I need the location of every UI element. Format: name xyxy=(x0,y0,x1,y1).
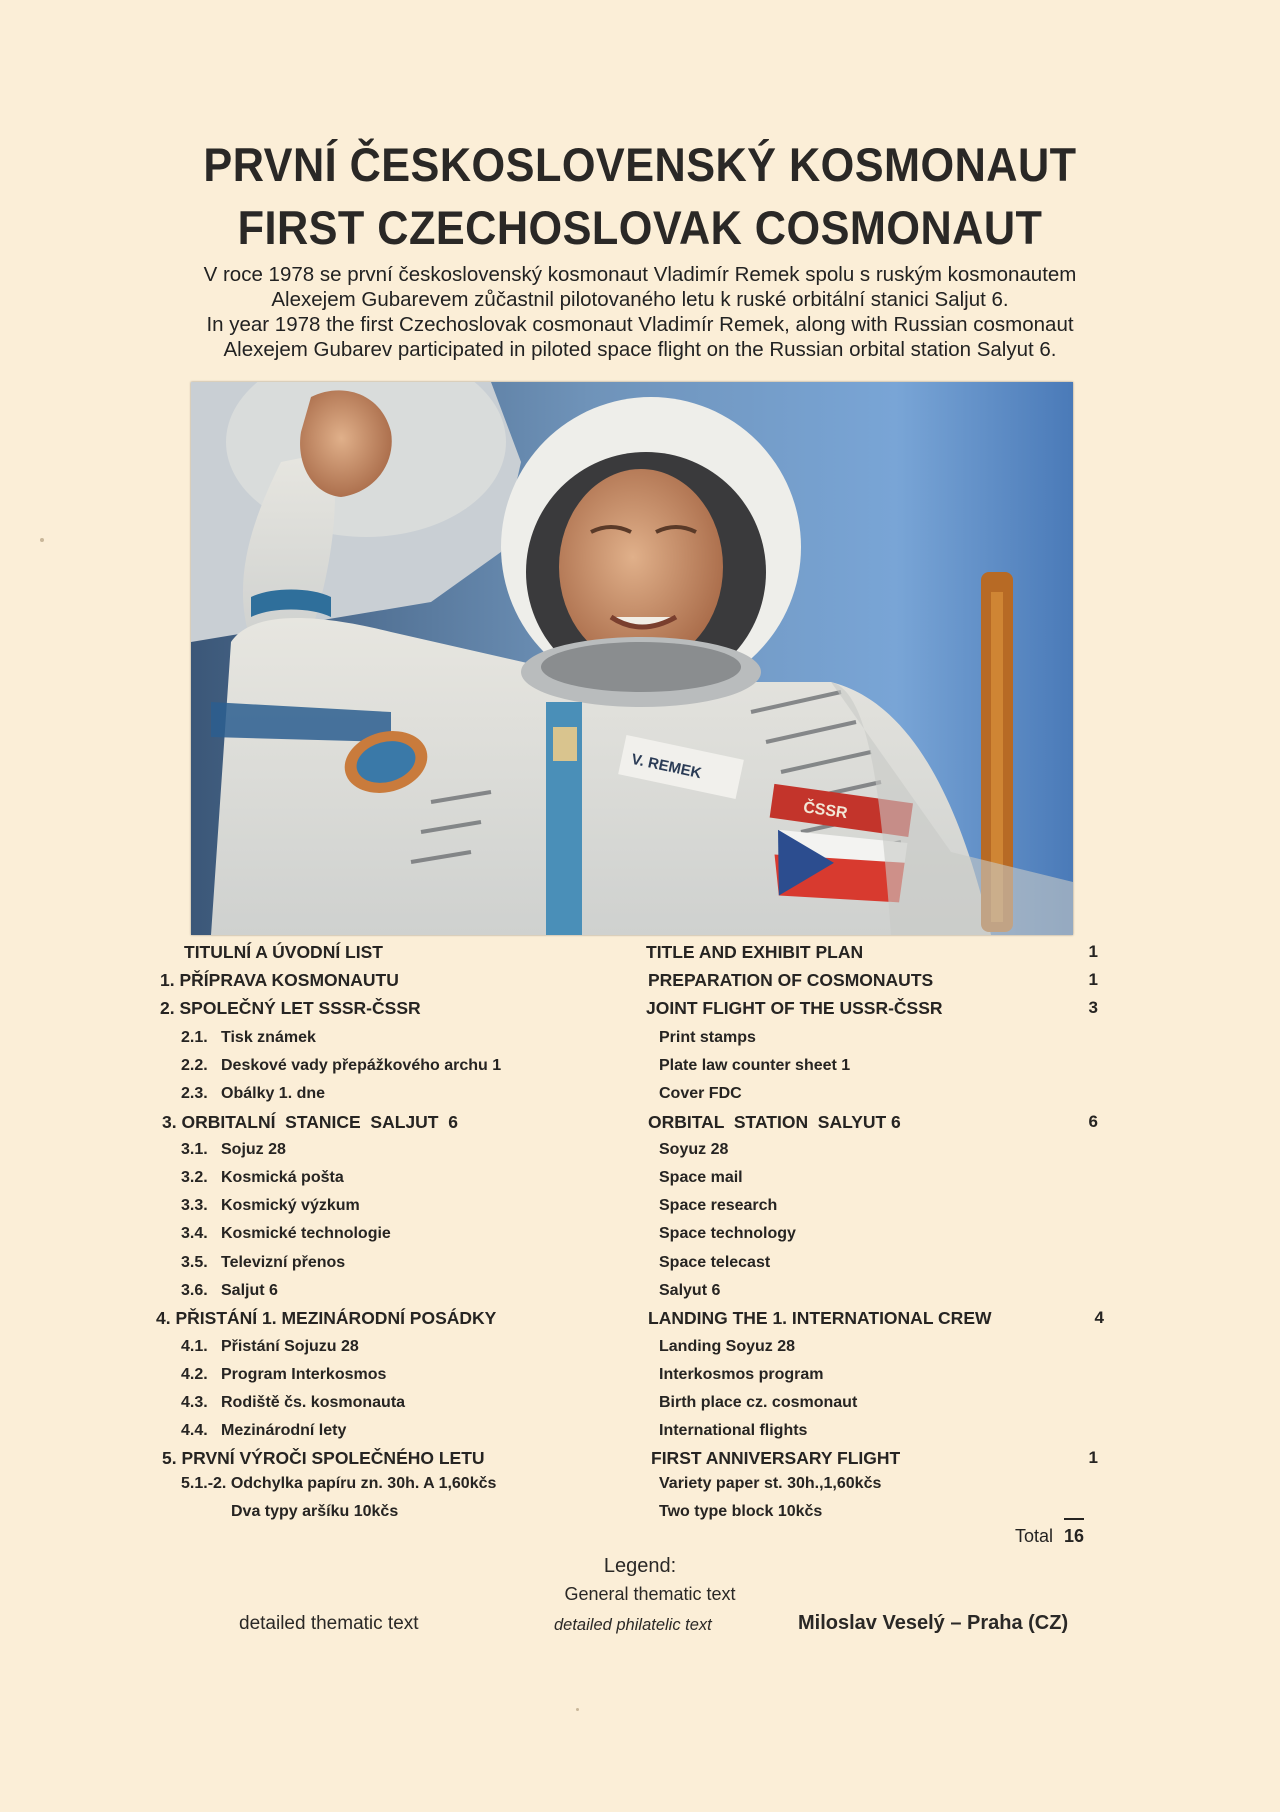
plan-row-cz xyxy=(181,1029,316,1047)
plan-row-cz-text: Televizní přenos xyxy=(221,1254,346,1271)
plan-row-cz xyxy=(181,1282,278,1300)
plan-row-en: Space research xyxy=(659,1197,778,1214)
plan-row-number: 4. xyxy=(156,1308,171,1328)
plan-row-en: PREPARATION OF COSMONAUTS xyxy=(648,970,934,990)
plan-row-cz-text: ORBITALNÍ STANICE SALJUT 6 xyxy=(181,1112,458,1132)
plan-row-en: Interkosmos program xyxy=(659,1366,824,1383)
plan-row-cz xyxy=(156,1308,496,1329)
plan-row-pages: 1 xyxy=(1088,970,1098,989)
plan-row-en: Space telecast xyxy=(659,1254,771,1271)
plan-row-cz xyxy=(181,1169,344,1187)
intro-line-2: Alexejem Gubarevem zůčastnil pilotovaného letu k ruské orbitální stanici Saljut 6. xyxy=(271,288,1009,311)
plan-row-number: 1. xyxy=(160,970,175,990)
plan-row-en: Two type block 10kčs xyxy=(659,1503,823,1520)
plan-row-cz xyxy=(160,970,399,991)
plan-row-number: 4.2. xyxy=(181,1366,208,1383)
plan-row-en: Print stamps xyxy=(659,1029,756,1046)
plan-row-cz xyxy=(181,1085,325,1103)
plan-row-en: ORBITAL STATION SALYUT 6 xyxy=(648,1112,901,1132)
plan-row-cz-text: Saljut 6 xyxy=(221,1282,278,1299)
plan-row-cz-text: Přistání Sojuzu 28 xyxy=(221,1338,359,1355)
plan-row-pages: 4 xyxy=(1094,1308,1104,1327)
plan-row-cz-text: Odchylka papíru zn. 30h. A 1,60kčs xyxy=(230,1475,497,1492)
plan-row-cz-text: Kosmické technologie xyxy=(221,1225,391,1242)
plan-row-en: Soyuz 28 xyxy=(659,1141,729,1158)
plan-row-cz-text: PRVNÍ VÝROČI SPOLEČNÉHO LETU xyxy=(181,1448,485,1468)
title-czech: PRVNÍ ČESKOSLOVENSKÝ KOSMONAUT xyxy=(203,138,1077,191)
plan-row-number: 3.3. xyxy=(181,1197,208,1214)
plan-row-pages: 1 xyxy=(1088,942,1098,961)
plan-row-number: 4.1. xyxy=(181,1338,208,1355)
paper-speck xyxy=(40,538,44,542)
plan-row-cz xyxy=(181,1141,286,1159)
plan-row-number: 2.1. xyxy=(181,1029,208,1046)
plan-row-number: 3.6. xyxy=(181,1282,208,1299)
plan-row-en: Space mail xyxy=(659,1169,743,1186)
plan-row-number: 2.3. xyxy=(181,1085,208,1102)
intro-line-4: Alexejem Gubarev participated in piloted space flight on the Russian orbital station Salyut 6. xyxy=(223,338,1057,361)
plan-row-number: 4.4. xyxy=(181,1422,208,1439)
plan-row-cz: TITULNÍ A ÚVODNÍ LIST xyxy=(184,942,383,962)
plan-row-en: Plate law counter sheet 1 xyxy=(659,1057,851,1074)
plan-row-cz xyxy=(181,1475,496,1493)
plan-row-cz xyxy=(181,1254,345,1272)
title-english: FIRST CZECHOSLOVAK COSMONAUT xyxy=(237,201,1043,254)
legend-title: Legend: xyxy=(603,1555,677,1577)
plan-row-cz: Dva typy aršíku 10kčs xyxy=(231,1503,399,1520)
author-signature: Miloslav Veselý – Praha (CZ) xyxy=(798,1612,1069,1634)
plan-row-en: Space technology xyxy=(659,1225,796,1242)
plan-row-number: 5.1.-2. xyxy=(181,1475,227,1492)
plan-row-cz-text: PŘÍPRAVA KOSMONAUTU xyxy=(179,970,399,990)
legend-detailed: detailed thematic text xyxy=(239,1613,419,1634)
plan-row-cz xyxy=(181,1057,501,1075)
plan-row-en: Cover FDC xyxy=(659,1085,742,1102)
plan-row-en: Birth place cz. cosmonaut xyxy=(659,1394,858,1411)
intro-line-1: V roce 1978 se první československý kosmonaut Vladimír Remek spolu s ruským kosmonautem xyxy=(203,263,1077,286)
plan-row-cz xyxy=(181,1197,360,1215)
plan-row-cz xyxy=(160,998,421,1019)
plan-row-number: 3.2. xyxy=(181,1169,208,1186)
plan-row-cz xyxy=(162,1448,485,1469)
total-number: 16 xyxy=(1064,1526,1085,1546)
plan-row-cz-text: Sojuz 28 xyxy=(221,1141,286,1158)
plan-row-pages: 1 xyxy=(1088,1448,1098,1467)
plan-row-cz xyxy=(181,1422,346,1440)
plan-row-pages: 6 xyxy=(1088,1112,1098,1131)
plan-row-en: Salyut 6 xyxy=(659,1282,721,1299)
plan-row-cz-text: SPOLEČNÝ LET SSSR-ČSSR xyxy=(179,998,421,1018)
legend-philatelic: detailed philatelic text xyxy=(554,1616,712,1634)
plan-row-number: 5. xyxy=(162,1448,177,1468)
plan-row-cz xyxy=(181,1394,405,1412)
plan-row-en: FIRST ANNIVERSARY FLIGHT xyxy=(651,1448,901,1468)
total-value xyxy=(1064,1526,1084,1546)
plan-row-cz xyxy=(162,1112,458,1133)
legend-general: General thematic text xyxy=(564,1584,736,1604)
plan-row-number: 2. xyxy=(160,998,175,1018)
plan-row-cz-text: Kosmický výzkum xyxy=(221,1197,360,1214)
total-rule xyxy=(1064,1518,1084,1520)
plan-row-cz-text: Program Interkosmos xyxy=(221,1366,387,1383)
plan-row-en: Variety paper st. 30h.,1,60kčs xyxy=(659,1475,882,1492)
plan-row-number: 3.5. xyxy=(181,1254,208,1271)
plan-row-cz xyxy=(181,1225,391,1243)
plan-row-cz-text: Obálky 1. dne xyxy=(221,1085,326,1102)
plan-row-number: 3. xyxy=(162,1112,177,1132)
plan-row-cz-text: Rodiště čs. kosmonauta xyxy=(221,1394,406,1411)
plan-row-en: Landing Soyuz 28 xyxy=(659,1338,796,1355)
plan-row-number: 3.1. xyxy=(181,1141,208,1158)
suit-name-tag: V. REMEK xyxy=(629,750,703,783)
plan-row-number: 2.2. xyxy=(181,1057,208,1074)
plan-row-cz-text: Tisk známek xyxy=(221,1029,316,1046)
plan-row-cz-text: Mezinárodní lety xyxy=(221,1422,347,1439)
plan-row-pages: 3 xyxy=(1088,998,1098,1017)
intro-line-3: In year 1978 the first Czechoslovak cosmonaut Vladimír Remek, along with Russian cosmonaut xyxy=(206,313,1074,336)
plan-row-en: LANDING THE 1. INTERNATIONAL CREW xyxy=(648,1308,992,1328)
plan-row-en: TITLE AND EXHIBIT PLAN xyxy=(646,942,864,962)
plan-row-cz xyxy=(181,1338,359,1356)
paper-speck xyxy=(576,1708,579,1711)
plan-row-cz-text: PŘISTÁNÍ 1. MEZINÁRODNÍ POSÁDKY xyxy=(175,1308,497,1328)
plan-row-cz-text: Deskové vady přepážkového archu 1 xyxy=(221,1057,502,1074)
total xyxy=(1015,1526,1084,1547)
plan-row-en: International flights xyxy=(659,1422,808,1439)
plan-row-number: 3.4. xyxy=(181,1225,208,1242)
total-label: Total xyxy=(1015,1526,1054,1546)
flag-badge-text: ČSSR xyxy=(802,799,849,823)
plan-row-number: 4.3. xyxy=(181,1394,208,1411)
plan-row-cz-text: Kosmická pošta xyxy=(221,1169,344,1186)
plan-row-en: JOINT FLIGHT OF THE USSR-ČSSR xyxy=(646,998,943,1018)
plan-row-cz xyxy=(181,1366,386,1384)
